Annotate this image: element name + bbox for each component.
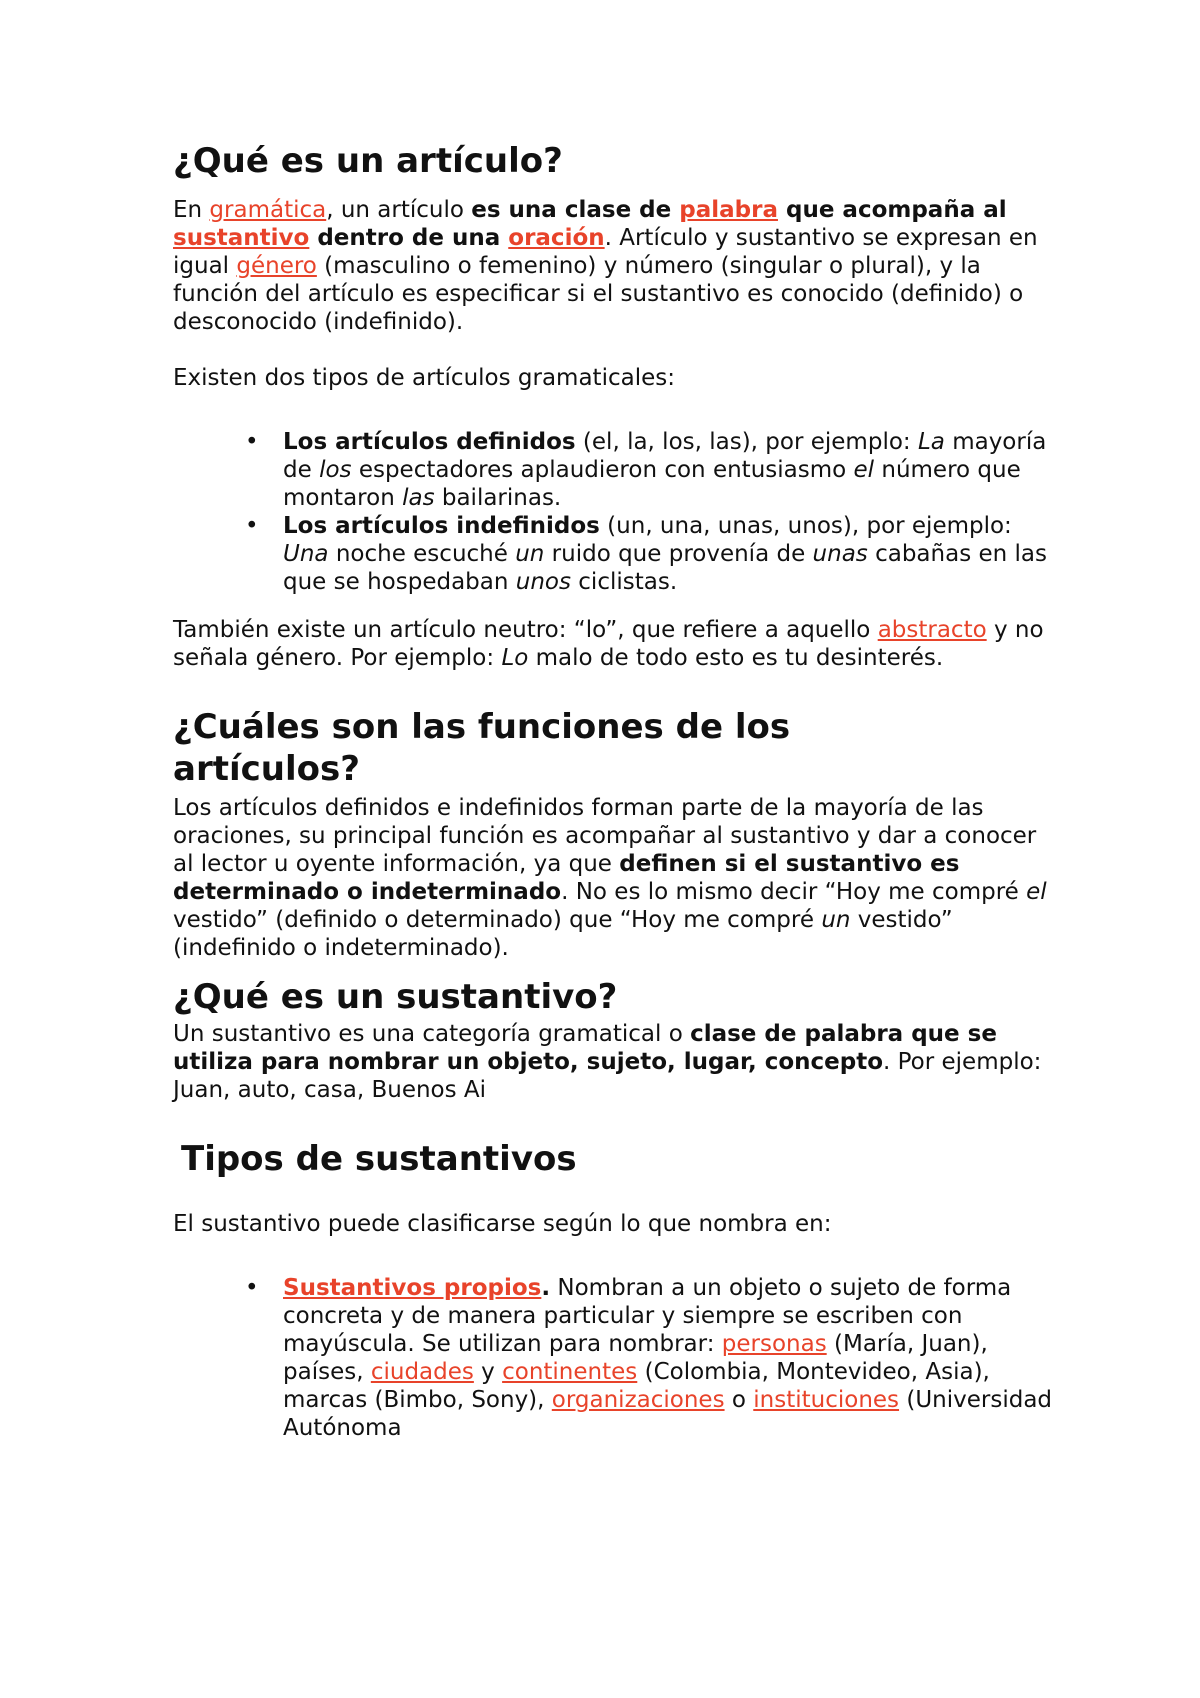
link-organizaciones[interactable]: organizaciones	[551, 1387, 725, 1413]
heading-funciones-articulos: ¿Cuáles son las funciones de los artículos?	[173, 707, 791, 789]
heading-que-es-sustantivo: ¿Qué es un sustantivo?	[173, 977, 618, 1017]
link-gramatica[interactable]: gramática	[209, 197, 327, 223]
link-genero[interactable]: género	[236, 253, 317, 279]
list-item-sustantivos-propios: • Sustantivos propios. Nombran a un objeto o sujeto de forma concreta y de manera particular y siempre se escriben con mayúscula. Se utilizan para nombrar: personas (María, Juan), países, ciudades y continentes (Colombia, Montevideo, Asia), marcas (Bimbo, Sony), organizaciones o instituciones (Universidad Autónoma	[173, 1274, 1053, 1442]
document-body	[173, 140, 1053, 1442]
paragraph-clasificacion: El sustantivo puede clasificarse según lo que nombra en:	[173, 1211, 832, 1237]
paragraph-articulo-neutro: También existe un artículo neutro: “lo”, que refiere a aquello abstracto y no señala género. Por ejemplo: Lo malo de todo esto es tu desinterés.	[173, 617, 1044, 671]
paragraph-definicion-articulo: En gramática, un artículo es una clase de palabra que acompaña al sustantivo dentro de una oración. Artículo y sustantivo se expresan en igual género (masculino o femenino) y número (singular o plural), y la función del artículo es especificar si el sustantivo es conocido (definido) o desconocido (indefinido).	[173, 197, 1038, 335]
list-item-definidos: • Los artículos definidos (el, la, los, las), por ejemplo: La mayoría de los espectadores aplaudieron con entusiasmo el número que montaron las bailarinas.	[173, 428, 1053, 512]
link-sustantivos-propios[interactable]: Sustantivos propios	[283, 1275, 542, 1301]
link-ciudades[interactable]: ciudades	[370, 1359, 474, 1385]
paragraph-funciones: Los artículos definidos e indefinidos forman parte de la mayoría de las oraciones, su principal función es acompañar al sustantivo y dar a conocer al lector u oyente información, ya que definen si el sustantivo es determinado o indeterminado. No es lo mismo decir “Hoy me compré el vestido” (definido o determinado) que “Hoy me compré un vestido” (indefinido o indeterminado).	[173, 795, 1047, 961]
list-item-indefinidos: • Los artículos indefinidos (un, una, unas, unos), por ejemplo: Una noche escuché un ruido que provenía de unas cabañas en las que se hospedaban unos ciclistas.	[173, 512, 1053, 596]
link-oracion[interactable]: oración	[508, 225, 605, 251]
heading-que-es-articulo: ¿Qué es un artículo?	[173, 141, 563, 181]
link-abstracto[interactable]: abstracto	[877, 617, 987, 643]
heading-tipos-sustantivos: Tipos de sustantivos	[181, 1139, 577, 1179]
link-sustantivo[interactable]: sustantivo	[173, 225, 310, 251]
link-continentes[interactable]: continentes	[502, 1359, 638, 1385]
link-instituciones[interactable]: instituciones	[753, 1387, 900, 1413]
link-palabra[interactable]: palabra	[679, 197, 778, 223]
link-personas[interactable]: personas	[721, 1331, 827, 1357]
paragraph-tipos-articulos: Existen dos tipos de artículos gramaticales:	[173, 365, 675, 391]
list-tipos-sustantivos	[173, 1274, 1053, 1442]
paragraph-definicion-sustantivo: Un sustantivo es una categoría gramatical o clase de palabra que se utiliza para nombrar un objeto, sujeto, lugar, concepto. Por ejemplo: Juan, auto, casa, Buenos Ai	[173, 1021, 1042, 1103]
list-tipos-articulos	[173, 428, 1053, 596]
